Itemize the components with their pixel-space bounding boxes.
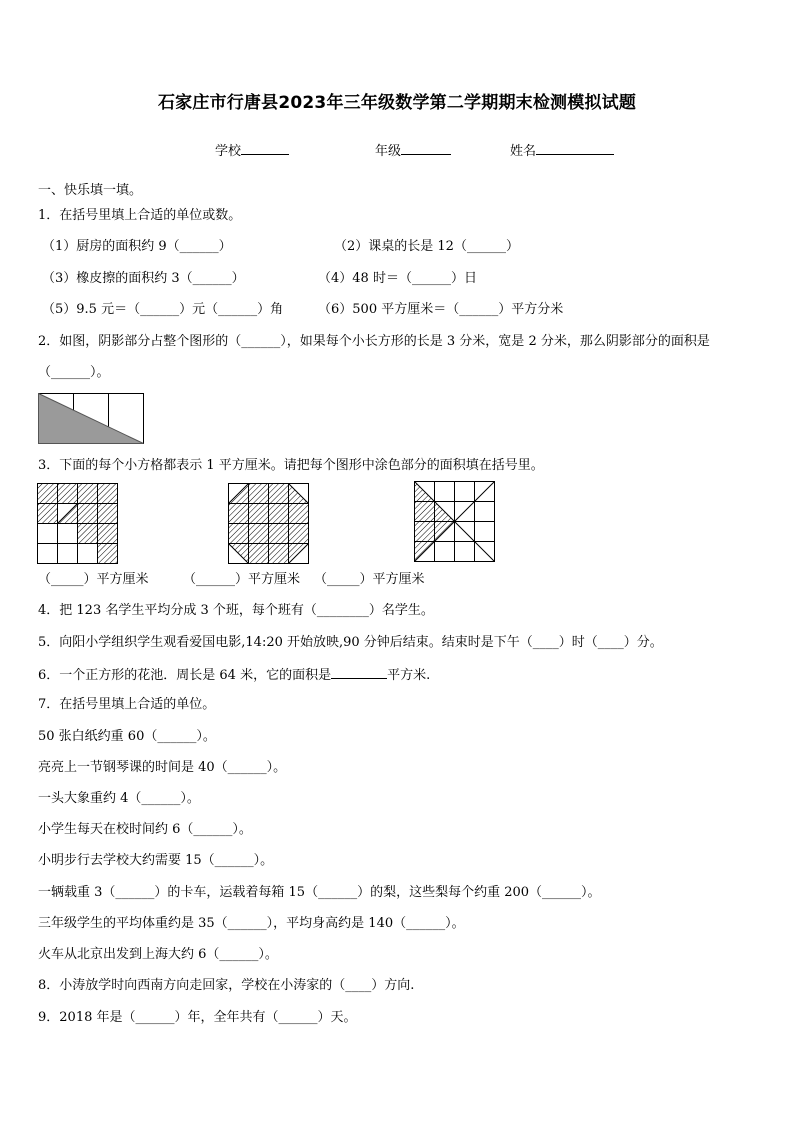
- name-label: 姓名: [510, 144, 537, 159]
- question-1-item: （6）500 平方厘米＝（______）平方分米: [318, 302, 564, 317]
- question-8: 8．小涛放学时向西南方向走回家，学校在小涛家的（____）方向.: [38, 978, 415, 993]
- question-5: 5．向阳小学组织学生观看爱国电影,14:20 开始放映,90 分钟后结束。结束时是下午（____）时（____）分。: [38, 635, 663, 650]
- question-1-item: （4）48 时＝（______）日: [318, 271, 477, 286]
- question-2-text: 2．如图，阴影部分占整个图形的（______），如果每个小长方形的长是 3 分米，宽是 2 分米，那么阴影部分的面积是: [38, 334, 710, 349]
- grid-figure-3: [414, 481, 498, 565]
- question-1-item: （3）橡皮擦的面积约 3（______）: [42, 271, 245, 286]
- question-6: [38, 666, 430, 684]
- question-6-text: 6．一个正方形的花池．周长是 64 米，它的面积是: [38, 668, 332, 683]
- question-7-item: 三年级学生的平均体重约是 35（______），平均身高约是 140（______）。: [38, 916, 465, 931]
- question-6-unit: 平方米.: [387, 668, 431, 683]
- grade-label: 年级: [375, 144, 402, 159]
- grid-figure-2: [228, 483, 312, 565]
- school-field[interactable]: [215, 142, 289, 160]
- question-9: 9．2018 年是（______）年，全年共有（______）天。: [38, 1010, 357, 1025]
- question-7-item: 小学生每天在校时间约 6（______）。: [38, 822, 252, 837]
- question-7-item: 一辆载重 3（______）的卡车，运载着每箱 15（______）的梨，这些梨每个约重 200（______）。: [38, 885, 601, 900]
- question-4: 4．把 123 名学生平均分成 3 个班，每个班有（________）名学生。: [38, 603, 434, 618]
- school-label: 学校: [215, 144, 242, 159]
- answer-blank-2: （______）平方厘米: [183, 572, 301, 587]
- grid-figure-1: [37, 483, 121, 565]
- question-7-item: 50 张白纸约重 60（______）。: [38, 729, 216, 744]
- question-7-stem: 7．在括号里填上合适的单位。: [38, 697, 216, 712]
- question-1-item: （1）厨房的面积约 9（______）: [42, 239, 232, 254]
- question-3-stem: 3．下面的每个小方格都表示 1 平方厘米。请把每个图形中涂色部分的面积填在括号里。: [38, 458, 544, 473]
- question-7-item: 亮亮上一节钢琴课的时间是 40（______）。: [38, 760, 287, 775]
- question-1-item: （2）课桌的长是 12（______）: [334, 239, 519, 254]
- question-1-stem: 1．在括号里填上合适的单位或数。: [38, 208, 242, 223]
- grade-field[interactable]: [375, 142, 451, 160]
- question-1-item: （5）9.5 元＝（______）元（______）角: [42, 302, 284, 317]
- rectangle-figure: [38, 393, 146, 445]
- question-7-item: 一头大象重约 4（______）。: [38, 791, 200, 806]
- question-7-item: 小明步行去学校大约需要 15（______）。: [38, 853, 274, 868]
- answer-blank-1: （_____）平方厘米: [38, 572, 149, 587]
- answer-blank-3: （_____）平方厘米: [314, 572, 425, 587]
- page-title: 石家庄市行唐县2023年三年级数学第二学期期末检测模拟试题: [157, 93, 637, 113]
- question-7-item: 火车从北京出发到上海大约 6（______）。: [38, 947, 278, 962]
- name-field[interactable]: [510, 142, 614, 160]
- section-heading: 一、快乐填一填。: [38, 183, 143, 198]
- question-2-text: （______）。: [38, 365, 110, 380]
